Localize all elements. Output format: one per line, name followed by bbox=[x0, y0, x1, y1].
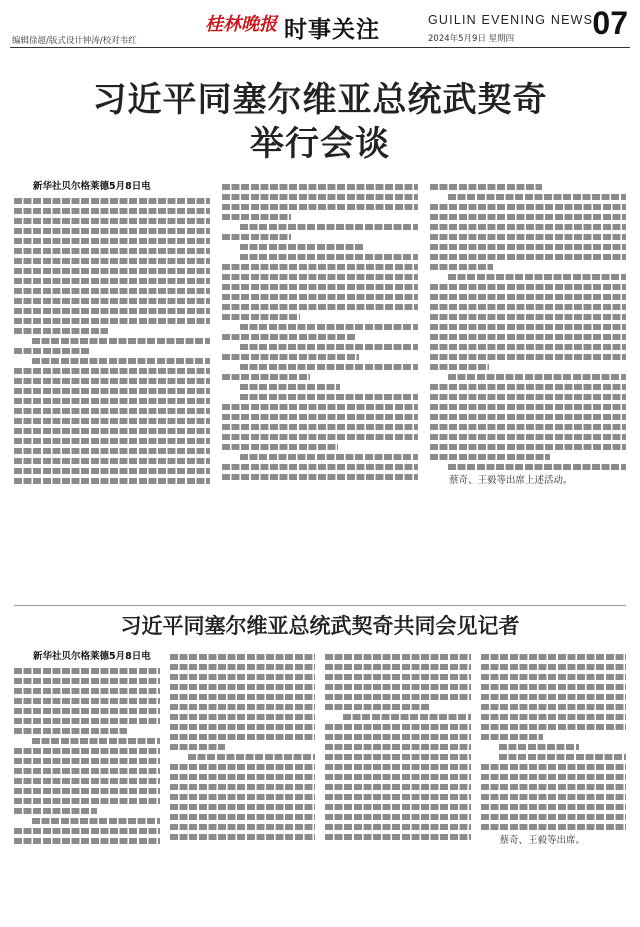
text-line bbox=[325, 754, 471, 760]
text-line bbox=[14, 748, 160, 754]
text-line bbox=[222, 304, 418, 310]
text-line bbox=[14, 378, 210, 384]
masthead-logo: 桂林晚报 bbox=[205, 14, 277, 35]
text-line bbox=[170, 774, 316, 780]
text-line bbox=[222, 354, 359, 360]
text-line bbox=[170, 704, 316, 710]
text-line bbox=[481, 814, 627, 820]
text-line bbox=[430, 314, 626, 320]
text-line bbox=[14, 828, 160, 834]
text-line bbox=[481, 774, 627, 780]
text-line bbox=[481, 654, 627, 660]
text-line bbox=[14, 708, 160, 714]
issue-date: 2024年5月9日 星期四 bbox=[428, 34, 515, 44]
article-2-dateline: 新华社贝尔格莱德5月8日电 bbox=[33, 651, 151, 662]
text-line bbox=[14, 468, 210, 474]
text-line bbox=[14, 698, 160, 704]
text-line bbox=[14, 348, 90, 354]
text-line bbox=[448, 464, 626, 470]
text-line bbox=[222, 334, 355, 340]
text-line bbox=[222, 414, 418, 420]
text-line bbox=[14, 218, 210, 224]
text-line bbox=[14, 418, 210, 424]
text-line bbox=[14, 258, 210, 264]
article-2-column-2-text bbox=[170, 654, 316, 840]
text-line bbox=[325, 674, 471, 680]
text-line bbox=[14, 368, 210, 374]
text-line bbox=[222, 214, 291, 220]
text-line bbox=[430, 204, 626, 210]
text-line bbox=[222, 314, 300, 320]
text-line bbox=[222, 464, 418, 470]
article-2-closing: 蔡奇、王毅等出席。 bbox=[499, 835, 586, 846]
text-line bbox=[240, 384, 340, 390]
text-line bbox=[325, 794, 471, 800]
article-2-column-4-text bbox=[481, 654, 627, 830]
article-2-column-1 bbox=[14, 650, 160, 920]
text-line bbox=[188, 754, 316, 760]
text-line bbox=[448, 374, 626, 380]
text-line bbox=[14, 838, 160, 844]
text-line bbox=[222, 424, 418, 430]
text-line bbox=[222, 274, 418, 280]
text-line bbox=[222, 434, 418, 440]
text-line bbox=[481, 714, 627, 720]
article-1-column-1-text bbox=[14, 198, 210, 484]
text-line bbox=[430, 334, 626, 340]
text-line bbox=[14, 808, 97, 814]
text-line bbox=[481, 804, 627, 810]
text-line bbox=[430, 254, 626, 260]
text-line bbox=[14, 788, 160, 794]
text-line bbox=[14, 688, 160, 694]
article-2-column-3-text bbox=[325, 654, 471, 840]
text-line bbox=[325, 694, 471, 700]
text-line bbox=[481, 684, 627, 690]
article-2-column-2 bbox=[170, 650, 316, 920]
text-line bbox=[14, 208, 210, 214]
text-line bbox=[170, 794, 316, 800]
text-line bbox=[14, 458, 210, 464]
text-line bbox=[14, 438, 210, 444]
text-line bbox=[14, 668, 160, 674]
text-line bbox=[170, 764, 316, 770]
text-line bbox=[14, 228, 210, 234]
text-line bbox=[222, 184, 418, 190]
text-line bbox=[170, 714, 316, 720]
text-line bbox=[222, 294, 418, 300]
text-line bbox=[222, 404, 418, 410]
text-line bbox=[430, 414, 626, 420]
article-1-body bbox=[14, 180, 626, 600]
text-line bbox=[481, 734, 544, 740]
text-line bbox=[32, 738, 160, 744]
article-1-column-3 bbox=[430, 180, 626, 600]
article-1-column-1 bbox=[14, 180, 210, 600]
text-line bbox=[481, 724, 627, 730]
text-line bbox=[14, 318, 210, 324]
article-1-column-2-text bbox=[222, 184, 418, 480]
text-line bbox=[430, 354, 626, 360]
text-line bbox=[222, 474, 418, 480]
article-1-dateline: 新华社贝尔格莱德5月8日电 bbox=[33, 181, 151, 192]
text-line bbox=[14, 298, 210, 304]
text-line bbox=[240, 254, 418, 260]
article-divider bbox=[14, 605, 626, 606]
article-2-column-4 bbox=[481, 650, 627, 920]
text-line bbox=[481, 824, 627, 830]
text-line bbox=[430, 394, 626, 400]
text-line bbox=[240, 324, 418, 330]
text-line bbox=[325, 704, 430, 710]
article-1-column-3-text bbox=[430, 184, 626, 470]
text-line bbox=[222, 444, 338, 450]
text-line bbox=[448, 274, 626, 280]
text-line bbox=[170, 744, 225, 750]
text-line bbox=[14, 278, 210, 284]
text-line bbox=[170, 814, 316, 820]
newspaper-english-name: GUILIN EVENING NEWS bbox=[428, 13, 594, 27]
text-line bbox=[14, 268, 210, 274]
text-line bbox=[430, 404, 626, 410]
article-2-column-1-text bbox=[14, 668, 160, 844]
text-line bbox=[430, 364, 489, 370]
text-line bbox=[481, 784, 627, 790]
text-line bbox=[14, 408, 210, 414]
article-1-closing: 蔡奇、王毅等出席上述活动。 bbox=[449, 475, 573, 486]
article-1-headline-line-2: 举行会谈 bbox=[250, 124, 390, 164]
text-line bbox=[430, 434, 626, 440]
text-line bbox=[430, 214, 626, 220]
article-1-column-2 bbox=[222, 180, 418, 600]
text-line bbox=[240, 454, 418, 460]
text-line bbox=[325, 814, 471, 820]
text-line bbox=[14, 478, 210, 484]
text-line bbox=[240, 394, 418, 400]
text-line bbox=[325, 724, 471, 730]
text-line bbox=[430, 224, 626, 230]
text-line bbox=[481, 764, 627, 770]
text-line bbox=[325, 784, 471, 790]
text-line bbox=[240, 244, 363, 250]
article-2-headline: 习近平同塞尔维亚总统武契奇共同会见记者 bbox=[120, 614, 520, 638]
article-2-body bbox=[14, 650, 626, 920]
text-line bbox=[170, 724, 316, 730]
text-line bbox=[430, 324, 626, 330]
text-line bbox=[222, 194, 418, 200]
text-line bbox=[222, 234, 291, 240]
text-line bbox=[14, 798, 160, 804]
text-line bbox=[14, 448, 210, 454]
text-line bbox=[325, 764, 471, 770]
text-line bbox=[14, 248, 210, 254]
text-line bbox=[448, 194, 626, 200]
text-line bbox=[14, 328, 108, 334]
text-line bbox=[240, 224, 418, 230]
text-line bbox=[14, 288, 210, 294]
text-line bbox=[222, 264, 418, 270]
text-line bbox=[430, 294, 626, 300]
text-line bbox=[14, 428, 210, 434]
text-line bbox=[170, 834, 316, 840]
text-line bbox=[14, 768, 160, 774]
article-2-column-3 bbox=[325, 650, 471, 920]
text-line bbox=[32, 338, 210, 344]
text-line bbox=[430, 424, 626, 430]
text-line bbox=[32, 358, 210, 364]
text-line bbox=[170, 824, 316, 830]
page-header bbox=[0, 0, 640, 48]
text-line bbox=[240, 344, 418, 350]
text-line bbox=[325, 654, 471, 660]
text-line bbox=[14, 778, 160, 784]
text-line bbox=[430, 304, 626, 310]
text-line bbox=[430, 444, 626, 450]
text-line bbox=[481, 674, 627, 680]
text-line bbox=[430, 454, 550, 460]
text-line bbox=[481, 664, 627, 670]
text-line bbox=[14, 238, 210, 244]
text-line bbox=[325, 744, 471, 750]
text-line bbox=[170, 784, 316, 790]
text-line bbox=[14, 398, 210, 404]
text-line bbox=[430, 284, 626, 290]
text-line bbox=[222, 204, 418, 210]
text-line bbox=[430, 344, 626, 350]
text-line bbox=[14, 758, 160, 764]
text-line bbox=[14, 728, 127, 734]
text-line bbox=[325, 824, 471, 830]
text-line bbox=[430, 264, 493, 270]
text-line bbox=[170, 804, 316, 810]
text-line bbox=[32, 818, 160, 824]
text-line bbox=[170, 654, 316, 660]
text-line bbox=[430, 384, 626, 390]
text-line bbox=[170, 734, 316, 740]
text-line bbox=[481, 694, 627, 700]
text-line bbox=[325, 684, 471, 690]
text-line bbox=[499, 744, 579, 750]
text-line bbox=[14, 678, 160, 684]
text-line bbox=[430, 234, 626, 240]
text-line bbox=[481, 794, 627, 800]
text-line bbox=[240, 364, 418, 370]
text-line bbox=[325, 774, 471, 780]
text-line bbox=[222, 374, 310, 380]
section-title: 时事关注 bbox=[284, 17, 380, 43]
text-line bbox=[170, 664, 316, 670]
text-line bbox=[343, 714, 471, 720]
text-line bbox=[325, 664, 471, 670]
header-divider bbox=[10, 47, 630, 48]
article-1-headline bbox=[0, 78, 640, 166]
text-line bbox=[222, 284, 418, 290]
article-1-headline-line-1: 习近平同塞尔维亚总统武契奇 bbox=[92, 80, 548, 120]
text-line bbox=[170, 684, 316, 690]
text-line bbox=[325, 804, 471, 810]
text-line bbox=[325, 834, 471, 840]
text-line bbox=[170, 694, 316, 700]
text-line bbox=[430, 184, 542, 190]
text-line bbox=[14, 718, 160, 724]
text-line bbox=[481, 704, 627, 710]
text-line bbox=[14, 388, 210, 394]
text-line bbox=[430, 244, 626, 250]
page-number: 07 bbox=[592, 5, 628, 41]
text-line bbox=[325, 734, 471, 740]
text-line bbox=[14, 198, 210, 204]
editor-credits: 编辑徐超/版式设计钟涛/校对韦红 bbox=[12, 36, 137, 46]
text-line bbox=[170, 674, 316, 680]
text-line bbox=[499, 754, 627, 760]
text-line bbox=[14, 308, 210, 314]
